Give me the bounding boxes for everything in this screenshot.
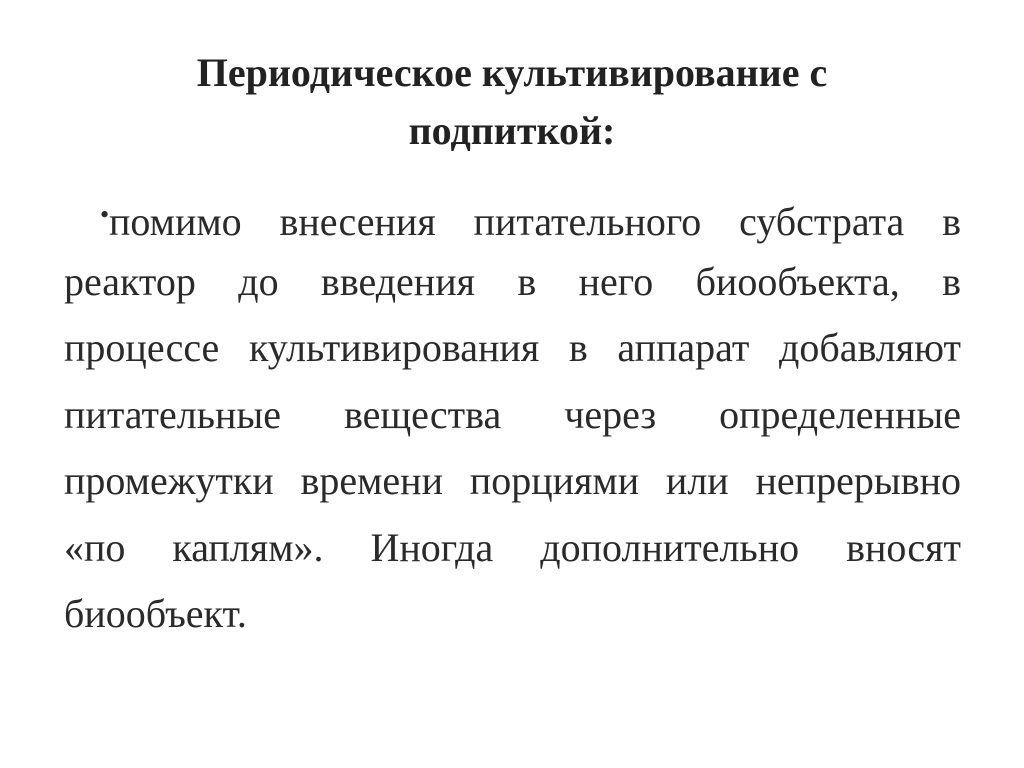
- bullet-line: биообъект.: [64, 591, 247, 636]
- bullet-paragraph: [64, 182, 961, 648]
- bullet-line: [64, 182, 961, 249]
- bullet-line: питательные вещества через определенные: [64, 391, 961, 437]
- bullet-line: процессе культивирования в аппарат добавляют: [64, 325, 961, 370]
- title-line: подпиткой:: [408, 108, 616, 153]
- bullet-line: промежутки времени порциями или непрерывно: [64, 458, 961, 503]
- slide-title: [70, 44, 954, 160]
- bullet-text: помимо внесения питательного субстрата в: [109, 199, 961, 244]
- bullet-line: реактор до введения в него биообъекта, в: [64, 258, 961, 304]
- title-line: Периодическое культивирование с: [196, 50, 828, 95]
- bullet-line: «по каплям». Иногда дополнительно вносят: [64, 524, 961, 570]
